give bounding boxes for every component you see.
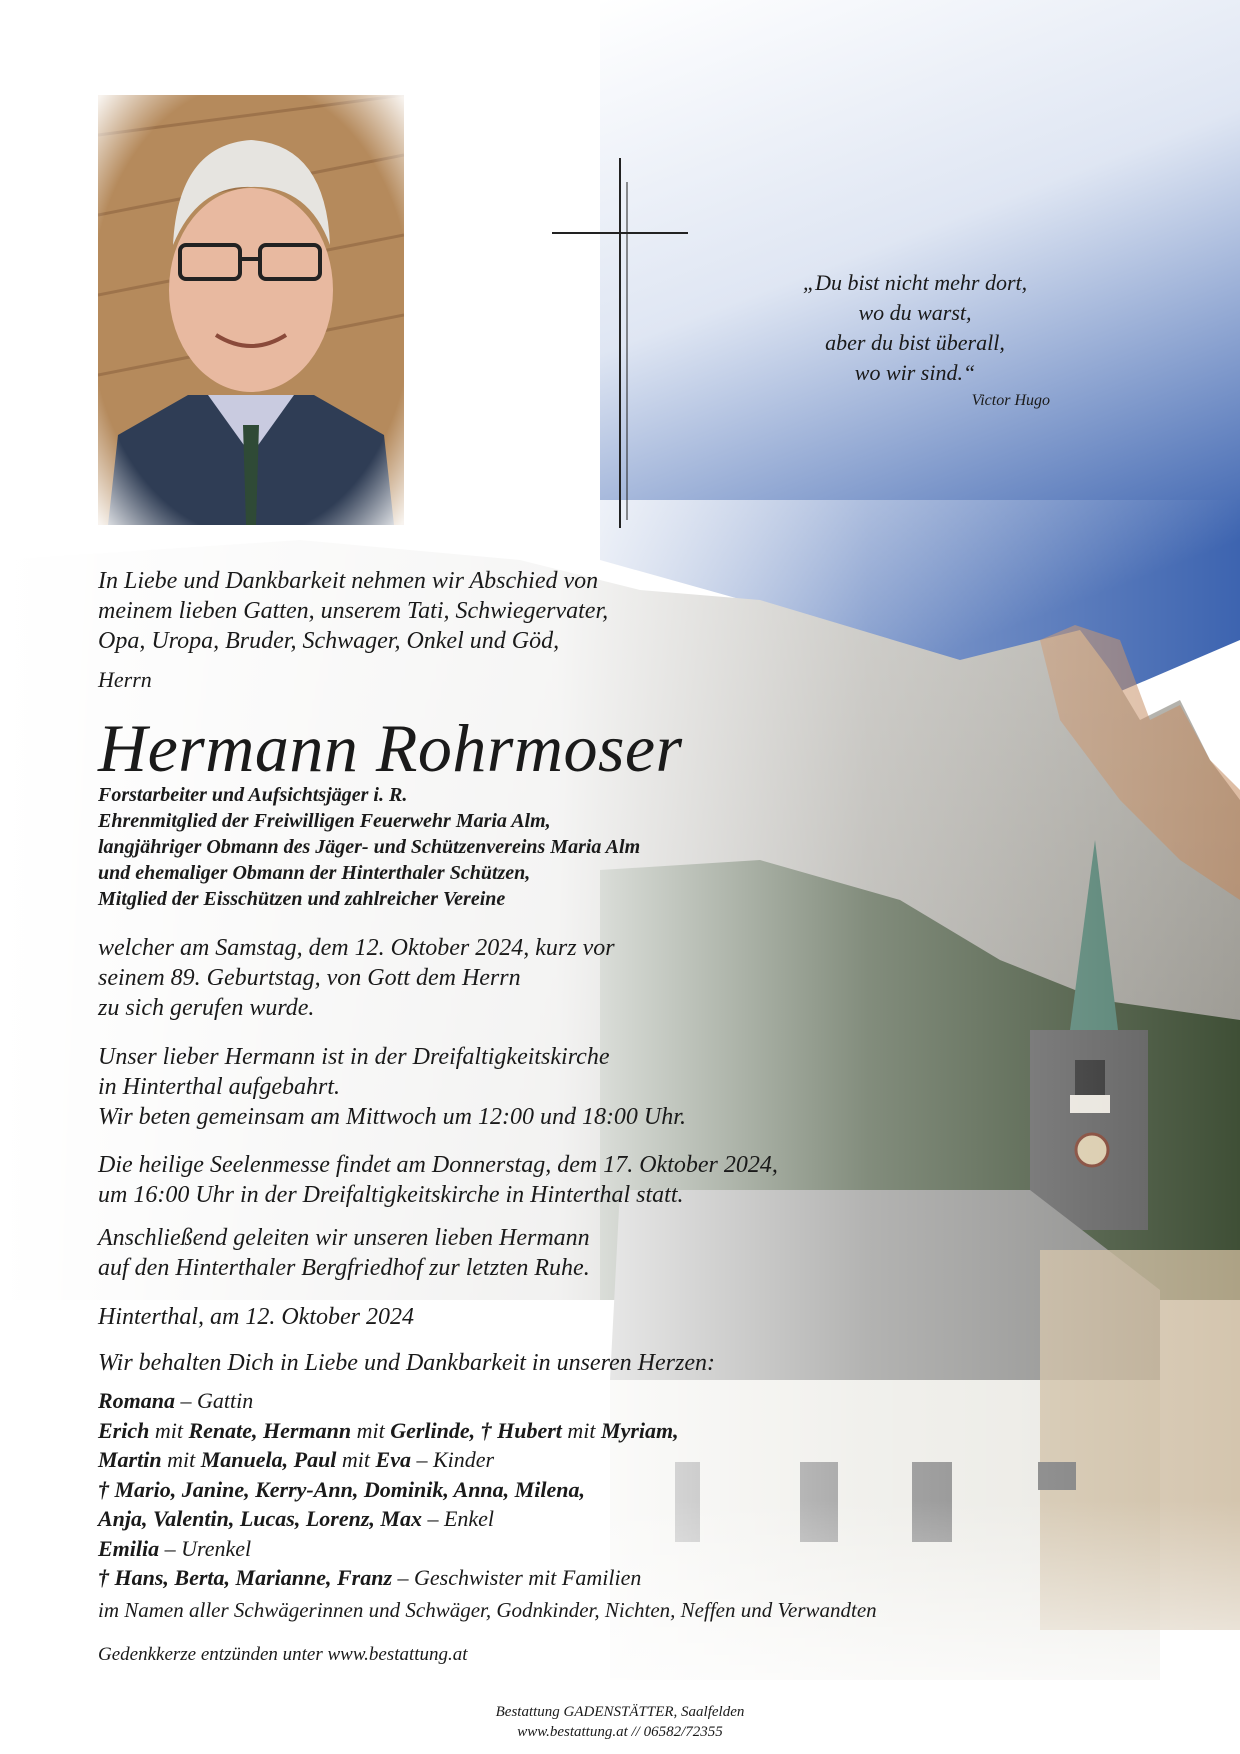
quote-line: aber du bist überall, xyxy=(825,330,1005,355)
text-line: Wir beten gemeinsam am Mittwoch um 12:00 und 18:00 Uhr. xyxy=(98,1104,686,1130)
undertaker-footer xyxy=(420,1702,820,1742)
relation: – Gattin xyxy=(175,1388,254,1413)
connector: mit xyxy=(149,1417,189,1443)
place-date: Hinterthal, am 12. Oktober 2024 xyxy=(98,1304,414,1330)
mourner-row xyxy=(98,1475,679,1505)
text-line: Anschließend geleiten wir unseren lieben Hermann xyxy=(98,1225,590,1251)
mourner-row xyxy=(98,1534,679,1564)
text-line: um 16:00 Uhr in der Dreifaltigkeitskirche in Hinterthal statt. xyxy=(98,1182,684,1208)
portrait-photo xyxy=(98,95,404,525)
text-line: meinem lieben Gatten, unserem Tati, Schwiegervater, xyxy=(98,598,609,624)
connector: mit xyxy=(351,1417,391,1443)
mourner-row xyxy=(98,1416,679,1446)
mourner-names: † Mario, Janine, Kerry-Ann, Dominik, Anna, Milena, xyxy=(98,1476,585,1502)
mourner-names: Renate, Hermann xyxy=(188,1417,352,1443)
text-line: in Hinterthal aufgebahrt. xyxy=(98,1074,340,1100)
text-line: auf den Hinterthaler Bergfriedhof zur letzten Ruhe. xyxy=(98,1255,590,1281)
text-line: zu sich gerufen wurde. xyxy=(98,995,315,1021)
quote-line: wo du warst, xyxy=(858,300,972,325)
connector: mit xyxy=(161,1447,201,1472)
mourner-row xyxy=(98,1445,679,1475)
relation: – Kinder xyxy=(411,1447,495,1472)
mourner-names: † Hans, Berta, Marianne, Franz xyxy=(98,1565,393,1590)
text-line: Die heilige Seelenmesse findet am Donnerstag, dem 17. Oktober 2024, xyxy=(98,1152,778,1178)
mourner-names: Erich xyxy=(98,1417,150,1443)
quote xyxy=(760,268,1070,388)
title-line: langjähriger Obmann des Jäger- und Schützenvereins Maria Alm xyxy=(98,836,641,858)
text-line: seinem 89. Geburtstag, von Gott dem Herrn xyxy=(98,965,521,991)
latin-cross-icon xyxy=(552,158,688,528)
mourner-names: Gerlinde, † Hubert xyxy=(390,1417,562,1443)
mass-text xyxy=(98,1150,778,1210)
relation: – Urenkel xyxy=(159,1535,252,1561)
mourner-names: Manuela, Paul xyxy=(200,1447,337,1472)
title-line: Mitglied der Eisschützen und zahlreicher Vereine xyxy=(98,888,506,910)
relation: – Geschwister mit Familien xyxy=(392,1565,642,1590)
connector: mit xyxy=(336,1447,376,1472)
mourner-names: Romana xyxy=(98,1388,176,1413)
text-line: Unser lieber Hermann ist in der Dreifaltigkeitskirche xyxy=(98,1044,610,1070)
burial-text xyxy=(98,1223,590,1283)
title-line: und ehemaliger Obmann der Hinterthaler Schützen, xyxy=(98,862,531,884)
quote-line: „Du bist nicht mehr dort, xyxy=(802,270,1028,295)
intro-text xyxy=(98,566,608,656)
mourner-row xyxy=(98,1386,679,1416)
deceased-name: Hermann Rohrmoser xyxy=(98,710,683,786)
text-line: Opa, Uropa, Bruder, Schwager, Onkel und Göd, xyxy=(98,628,560,654)
mourner-row xyxy=(98,1504,679,1534)
memorial-candle-link[interactable]: Gedenkkerze entzünden unter www.bestattung.at xyxy=(98,1644,468,1665)
mourner-names: Eva xyxy=(375,1447,411,1472)
mourner-names: Martin xyxy=(98,1447,162,1472)
quote-line: wo wir sind.“ xyxy=(854,360,976,385)
relation: – Enkel xyxy=(421,1506,495,1531)
mourner-row xyxy=(98,1563,679,1593)
mourners-list xyxy=(98,1386,679,1593)
text-line: In Liebe und Dankbarkeit nehmen wir Abschied von xyxy=(98,568,599,594)
text-line: welcher am Samstag, dem 12. Oktober 2024, kurz vor xyxy=(98,935,615,961)
on-behalf-line: im Namen aller Schwägerinnen und Schwäger, Godnkinder, Nichten, Neffen und Verwandten xyxy=(98,1598,877,1622)
mourner-names: Emilia xyxy=(98,1535,160,1561)
undertaker-contact[interactable]: www.bestattung.at // 06582/72355 xyxy=(517,1724,723,1740)
undertaker-name: Bestattung GADENSTÄTTER, Saalfelden xyxy=(495,1704,745,1720)
title-line: Ehrenmitglied der Freiwilligen Feuerwehr Maria Alm, xyxy=(98,810,551,832)
death-notice-text xyxy=(98,933,615,1023)
deceased-titles xyxy=(98,782,640,912)
closing-line: Wir behalten Dich in Liebe und Dankbarkeit in unseren Herzen: xyxy=(98,1350,715,1376)
connector: mit xyxy=(561,1417,602,1443)
title-line: Forstarbeiter und Aufsichtsjäger i. R. xyxy=(98,784,408,806)
mourner-names: Myriam, xyxy=(601,1417,679,1443)
mourner-names: Anja, Valentin, Lucas, Lorenz, Max xyxy=(98,1506,422,1531)
quote-author: Victor Hugo xyxy=(971,392,1050,409)
salutation: Herrn xyxy=(98,667,152,692)
wake-text xyxy=(98,1042,686,1132)
